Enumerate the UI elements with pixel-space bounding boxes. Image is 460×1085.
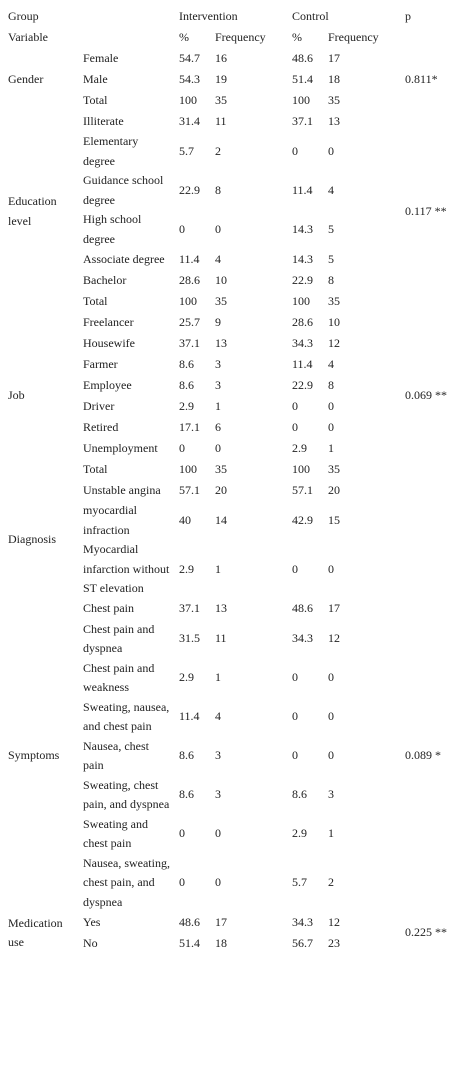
control-frequency-cell: 0	[328, 143, 334, 158]
intervention-percent-cell: 5.7	[179, 143, 194, 158]
row-label-cell: Total	[83, 293, 108, 308]
intervention-frequency-cell: 9	[215, 314, 221, 329]
row-label-cell: Nausea, chest pain	[83, 738, 149, 772]
control-frequency-cell: 3	[328, 787, 334, 802]
control-percent-cell: 48.6	[292, 601, 313, 616]
control-frequency-cell: 12	[328, 335, 340, 350]
intervention-percent-cell: 40	[179, 512, 191, 527]
control-frequency-cell: 17	[328, 601, 340, 616]
intervention-percent-cell: 22.9	[179, 182, 200, 197]
control-percent-cell: 8.6	[292, 787, 307, 802]
intervention-frequency-cell: 13	[215, 335, 227, 350]
intervention-percent-cell: 57.1	[179, 482, 200, 497]
intervention-frequency-cell: 0	[215, 440, 221, 455]
control-percent-cell: 14.3	[292, 251, 313, 266]
intervention-frequency-cell: 10	[215, 272, 227, 287]
group-name-cell: Medication use	[8, 915, 63, 949]
row-label-cell: Sweating, chest pain, and dyspnea	[83, 777, 170, 811]
intervention-percent-cell: 54.7	[179, 50, 200, 65]
row-label-cell: Housewife	[83, 335, 135, 350]
intervention-percent-cell: 8.6	[179, 748, 194, 763]
control-frequency-cell: 20	[328, 482, 340, 497]
control-percent-cell: 48.6	[292, 50, 313, 65]
control-percent-header: %	[292, 29, 302, 44]
row-label-cell: myocardial infraction	[83, 503, 137, 537]
group-header: Group	[8, 8, 39, 23]
p-value-cell: 0.225 **	[405, 925, 448, 940]
row-label-cell: Chest pain	[83, 601, 134, 616]
row-label-cell: Driver	[83, 398, 115, 413]
control-frequency-cell: 12	[328, 631, 340, 646]
row-label-cell: Bachelor	[83, 272, 127, 287]
control-frequency-cell: 13	[328, 113, 340, 128]
intervention-frequency-cell: 35	[215, 293, 227, 308]
group-name-cell: Education level	[8, 194, 57, 228]
row-label-cell: High school degree	[83, 212, 142, 246]
control-percent-cell: 22.9	[292, 377, 313, 392]
intervention-frequency-cell: 0	[215, 221, 221, 236]
group-name-cell: Job	[8, 388, 25, 403]
row-label-cell: Elementary degree	[83, 134, 139, 168]
control-percent-cell: 0	[292, 748, 298, 763]
control-frequency-cell: 0	[328, 748, 334, 763]
intervention-percent-cell: 8.6	[179, 377, 194, 392]
control-percent-cell: 0	[292, 709, 298, 724]
intervention-frequency-cell: 19	[215, 71, 227, 86]
p-value-cell: 0.069 **	[405, 388, 448, 403]
row-label-cell: Yes	[83, 914, 101, 929]
control-percent-cell: 0	[292, 143, 298, 158]
row-label-cell: Farmer	[83, 356, 118, 371]
table-row	[4, 480, 456, 501]
intervention-percent-cell: 25.7	[179, 314, 200, 329]
control-percent-cell: 100	[292, 461, 310, 476]
table-row	[4, 599, 456, 620]
intervention-percent-cell: 0	[179, 826, 185, 841]
control-percent-cell: 0	[292, 561, 298, 576]
intervention-frequency-cell: 35	[215, 461, 227, 476]
p-value-cell: 0.089 *	[405, 747, 442, 762]
intervention-percent-cell: 100	[179, 92, 197, 107]
control-percent-cell: 11.4	[292, 182, 313, 197]
control-frequency-cell: 0	[328, 561, 334, 576]
intervention-percent-cell: 11.4	[179, 709, 200, 724]
table-row	[4, 111, 456, 132]
control-percent-cell: 2.9	[292, 440, 307, 455]
control-percent-cell: 100	[292, 293, 310, 308]
intervention-percent-cell: 31.5	[179, 631, 200, 646]
intervention-frequency-cell: 2	[215, 143, 221, 158]
control-frequency-cell: 15	[328, 512, 340, 527]
intervention-frequency-cell: 1	[215, 670, 221, 685]
control-frequency-cell: 0	[328, 419, 334, 434]
control-percent-cell: 37.1	[292, 113, 313, 128]
intervention-frequency-cell: 0	[215, 875, 221, 889]
intervention-percent-cell: 0	[179, 875, 185, 889]
intervention-percent-cell: 2.9	[179, 398, 194, 413]
variable-header: Variable	[8, 29, 48, 44]
row-label-cell: Retired	[83, 419, 119, 434]
intervention-frequency-cell: 4	[215, 709, 221, 724]
p-header: p	[405, 8, 412, 23]
control-percent-cell: 34.3	[292, 631, 313, 646]
control-percent-cell: 14.3	[292, 221, 313, 236]
row-label-cell: Myocardial infarction without ST elevation	[83, 542, 170, 595]
control-percent-cell: 11.4	[292, 356, 313, 371]
intervention-frequency-cell: 20	[215, 482, 227, 497]
row-label-cell: Female	[83, 50, 119, 65]
intervention-frequency-cell: 1	[215, 561, 221, 576]
control-frequency-cell: 8	[328, 272, 334, 287]
intervention-frequency-cell: 0	[215, 826, 221, 841]
control-frequency-cell: 35	[328, 461, 340, 476]
intervention-frequency-cell: 8	[215, 182, 221, 197]
row-label-cell: Total	[83, 92, 108, 107]
intervention-percent-cell: 8.6	[179, 787, 194, 802]
control-frequency-cell: 0	[328, 398, 334, 413]
control-frequency-cell: 4	[328, 182, 334, 197]
intervention-percent-cell: 31.4	[179, 113, 200, 128]
header-row-2	[4, 27, 456, 48]
intervention-frequency-cell: 3	[215, 377, 221, 392]
control-percent-cell: 42.9	[292, 512, 313, 527]
intervention-percent-cell: 8.6	[179, 356, 194, 371]
control-frequency-cell: 0	[328, 670, 334, 685]
table-row	[4, 312, 456, 333]
control-frequency-cell: 17	[328, 50, 340, 65]
control-frequency-cell: 2	[328, 875, 334, 889]
intervention-percent-cell: 100	[179, 461, 197, 476]
header-row-1	[4, 6, 456, 27]
control-percent-cell: 56.7	[292, 935, 313, 950]
group-name-cell: Diagnosis	[8, 531, 56, 546]
control-percent-cell: 0	[292, 419, 298, 434]
control-frequency-cell: 4	[328, 356, 334, 371]
row-label-cell: Unstable angina	[83, 482, 161, 497]
control-frequency-cell: 1	[328, 826, 334, 841]
control-percent-cell: 22.9	[292, 272, 313, 287]
intervention-frequency-cell: 16	[215, 50, 227, 65]
control-percent-cell: 5.7	[292, 875, 307, 889]
control-frequency-cell: 18	[328, 71, 340, 86]
intervention-frequency-cell: 11	[215, 113, 227, 128]
intervention-percent-header: %	[179, 29, 189, 44]
row-label-cell: Sweating, nausea, and chest pain	[83, 699, 170, 733]
row-label-cell: Illiterate	[83, 113, 124, 128]
intervention-frequency-cell: 35	[215, 92, 227, 107]
control-frequency-cell: 1	[328, 440, 334, 455]
row-label-cell: No	[83, 935, 98, 950]
row-label-cell: Sweating and chest pain	[83, 816, 148, 850]
intervention-header: Intervention	[179, 8, 238, 23]
row-label-cell: Unemployment	[83, 440, 158, 455]
control-header: Control	[292, 8, 329, 23]
intervention-frequency-cell: 17	[215, 914, 227, 929]
intervention-frequency-cell: 4	[215, 251, 221, 266]
intervention-frequency-cell: 1	[215, 398, 221, 413]
intervention-frequency-cell: 13	[215, 601, 227, 616]
intervention-frequency-cell: 11	[215, 631, 227, 646]
control-percent-cell: 34.3	[292, 914, 313, 929]
control-percent-cell: 0	[292, 670, 298, 685]
control-frequency-cell: 35	[328, 293, 340, 308]
row-label-cell: Guidance school degree	[83, 173, 164, 207]
intervention-percent-cell: 2.9	[179, 561, 194, 576]
table-row	[4, 912, 456, 933]
row-label-cell: Chest pain and dyspnea	[83, 621, 155, 655]
group-name-cell: Symptoms	[8, 747, 60, 762]
control-frequency-header: Frequency	[328, 29, 379, 44]
intervention-frequency-header: Frequency	[215, 29, 266, 44]
intervention-percent-cell: 2.9	[179, 670, 194, 685]
table-header	[4, 6, 456, 48]
demographics-table	[4, 6, 456, 954]
table-row	[4, 48, 456, 69]
intervention-frequency-cell: 14	[215, 512, 227, 527]
intervention-frequency-cell: 3	[215, 748, 221, 763]
control-frequency-cell: 35	[328, 92, 340, 107]
p-value-cell: 0.811*	[405, 71, 438, 86]
intervention-frequency-cell: 3	[215, 787, 221, 802]
control-frequency-cell: 8	[328, 377, 334, 392]
intervention-percent-cell: 0	[179, 221, 185, 236]
control-percent-cell: 28.6	[292, 314, 313, 329]
row-label-cell: Male	[83, 71, 108, 86]
intervention-percent-cell: 17.1	[179, 419, 200, 434]
intervention-frequency-cell: 3	[215, 356, 221, 371]
intervention-percent-cell: 100	[179, 293, 197, 308]
p-value-cell	[401, 480, 456, 599]
control-percent-cell: 57.1	[292, 482, 313, 497]
p-value-cell: 0.117 **	[405, 203, 447, 218]
row-label-cell: Chest pain and weakness	[83, 660, 155, 694]
intervention-percent-cell: 11.4	[179, 251, 200, 266]
control-frequency-cell: 23	[328, 935, 340, 950]
control-percent-cell: 0	[292, 398, 298, 413]
control-frequency-cell: 5	[328, 221, 334, 236]
row-label-cell: Freelancer	[83, 314, 134, 329]
row-label-cell: Employee	[83, 377, 132, 392]
control-percent-cell: 2.9	[292, 826, 307, 841]
row-label-cell: Nausea, sweating, chest pain, and dyspnea	[83, 855, 170, 909]
intervention-percent-cell: 37.1	[179, 335, 200, 350]
control-frequency-cell: 12	[328, 914, 340, 929]
row-label-cell: Total	[83, 461, 108, 476]
control-percent-cell: 51.4	[292, 71, 313, 86]
control-frequency-cell: 5	[328, 251, 334, 266]
control-percent-cell: 34.3	[292, 335, 313, 350]
table-body	[4, 48, 456, 954]
intervention-percent-cell: 48.6	[179, 914, 200, 929]
intervention-percent-cell: 37.1	[179, 601, 200, 616]
intervention-percent-cell: 28.6	[179, 272, 200, 287]
intervention-percent-cell: 54.3	[179, 71, 200, 86]
intervention-percent-cell: 0	[179, 440, 185, 455]
intervention-frequency-cell: 6	[215, 419, 221, 434]
intervention-frequency-cell: 18	[215, 935, 227, 950]
control-frequency-cell: 10	[328, 314, 340, 329]
row-label-cell: Associate degree	[83, 251, 165, 266]
intervention-percent-cell: 51.4	[179, 935, 200, 950]
control-frequency-cell: 0	[328, 709, 334, 724]
control-percent-cell: 100	[292, 92, 310, 107]
group-name-cell: Gender	[8, 71, 44, 86]
